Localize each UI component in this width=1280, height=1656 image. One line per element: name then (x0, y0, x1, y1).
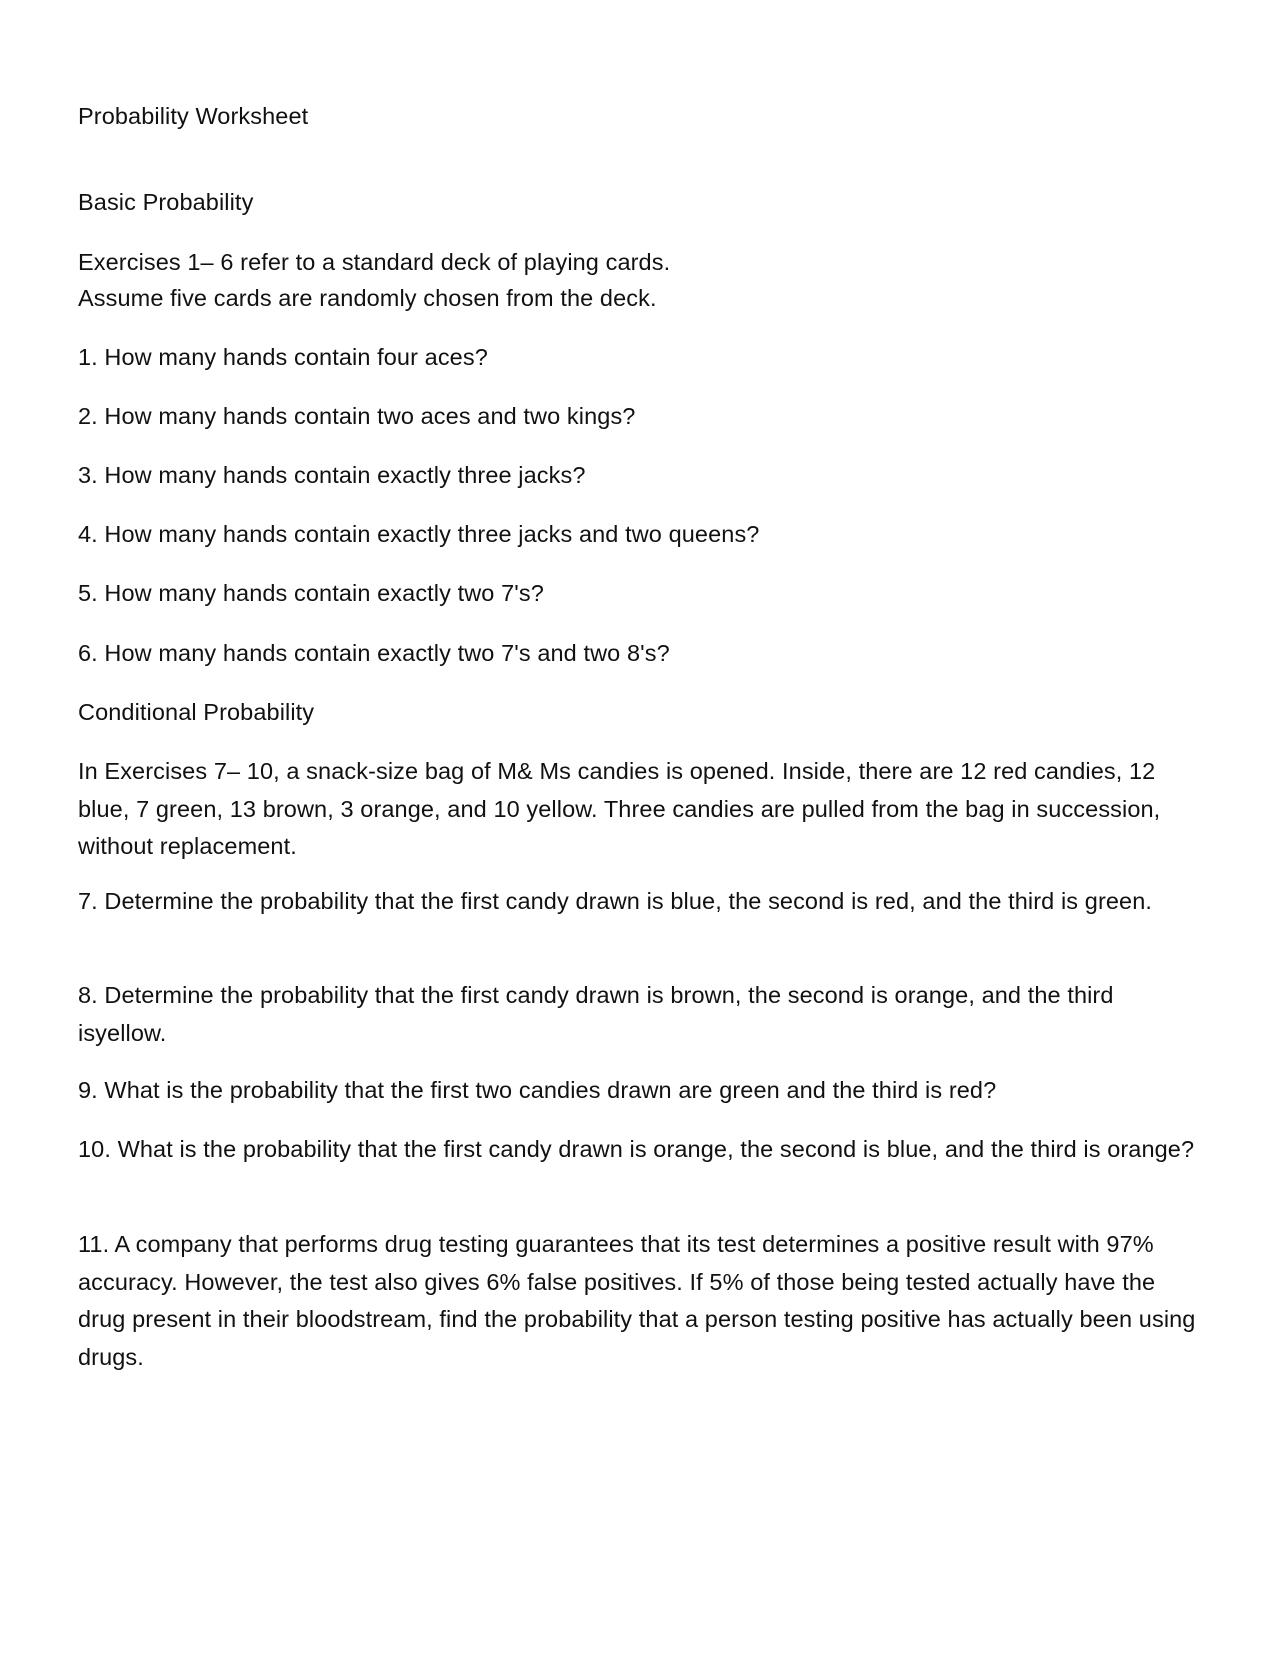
question-11: 11. A company that performs drug testing guarantees that its test determines a positive result with 97% accuracy. However, the test also gives 6% false positives. If 5% of those being tested actually have the drug present in their bloodstream, find the probability that a person testing positive has actually been using drugs. (78, 1231, 1196, 1370)
question-5: 5. How many hands contain exactly two 7's? (78, 580, 544, 606)
basic-intro-line-1: Exercises 1– 6 refer to a standard deck of playing cards. (78, 249, 671, 275)
question-4: 4. How many hands contain exactly three jacks and two queens? (78, 521, 760, 547)
document-title: Probability Worksheet (78, 103, 309, 129)
question-6: 6. How many hands contain exactly two 7's and two 8's? (78, 640, 670, 666)
section-heading-basic: Basic Probability (78, 189, 254, 215)
question-3: 3. How many hands contain exactly three jacks? (78, 462, 586, 488)
question-2: 2. How many hands contain two aces and two kings? (78, 403, 636, 429)
question-1: 1. How many hands contain four aces? (78, 344, 488, 370)
question-10: 10. What is the probability that the first candy drawn is orange, the second is blue, and the third is orange? (78, 1136, 1195, 1162)
basic-intro-line-2: Assume five cards are randomly chosen from the deck. (78, 285, 657, 311)
question-7: 7. Determine the probability that the first candy drawn is blue, the second is red, and the third is green. (78, 888, 1153, 914)
section-heading-conditional: Conditional Probability (78, 699, 315, 725)
question-8: 8. Determine the probability that the first candy drawn is brown, the second is orange, and the third isyellow. (78, 982, 1114, 1046)
question-9: 9. What is the probability that the first two candies drawn are green and the third is red? (78, 1077, 997, 1103)
conditional-intro: In Exercises 7– 10, a snack-size bag of M& Ms candies is opened. Inside, there are 12 red candies, 12 blue, 7 green, 13 brown, 3 orange, and 10 yellow. Three candies are pulled from the bag in succession, without replacement. (78, 758, 1161, 859)
